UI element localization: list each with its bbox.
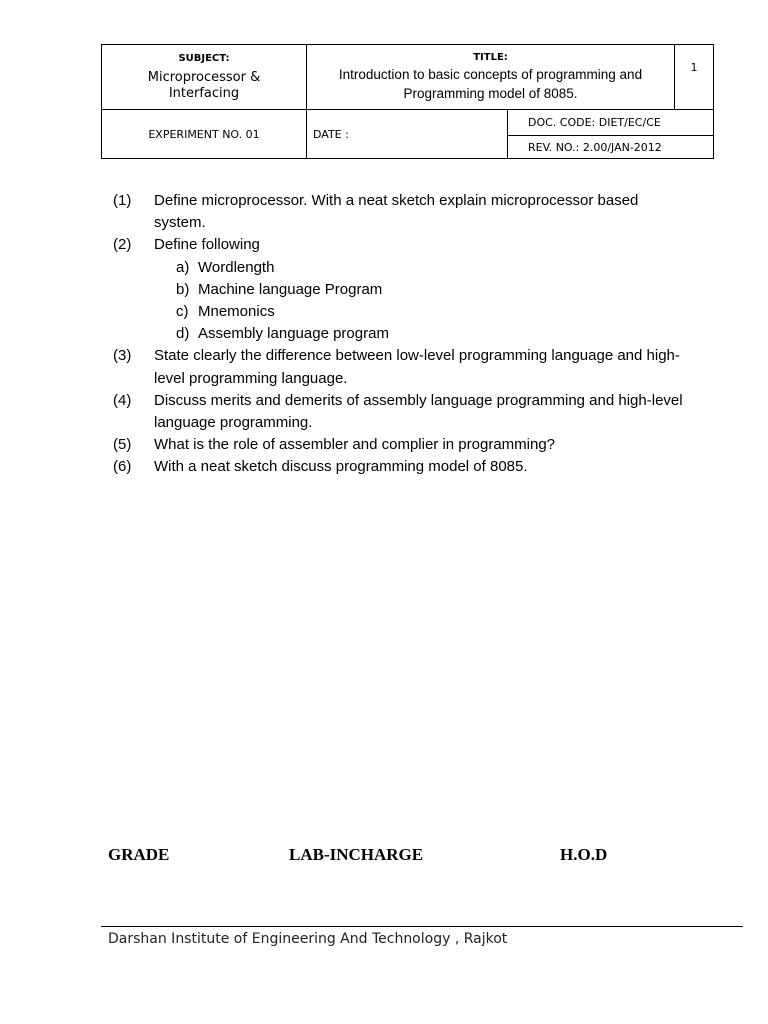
sub-item-letter: c) [176,303,189,321]
question-number: (5) [113,436,132,454]
sub-item [113,279,733,301]
sub-item-letter: d) [176,325,190,343]
question-item [113,345,733,389]
document-meta-table [101,109,714,159]
subject-cell [102,45,307,110]
grade-label: GRADE [108,845,170,864]
question-item [113,456,733,478]
document-header-table [101,44,714,110]
title-label: TITLE: [473,51,508,63]
question-line: language programming. [154,414,313,432]
question-text [154,434,733,456]
sub-item-text: Machine language Program [198,280,383,298]
sub-item-text: Wordlength [198,258,275,276]
question-number: (4) [113,391,132,409]
question-line: With a neat sketch discuss programming model of 8085. [154,458,528,476]
rev-number: REV. NO.: 2.00/JAN-2012 [508,136,714,159]
sub-item [113,257,733,279]
question-line: Define following [154,236,260,254]
sub-item-text: Assembly language program [198,325,389,343]
lab-incharge-label: LAB-INCHARGE [289,845,424,864]
question-item [113,434,733,456]
sub-item [113,323,733,345]
hod-label: H.O.D [560,845,608,864]
question-text [154,234,733,256]
question-line: level programming language. [154,369,348,387]
sub-item [113,301,733,323]
question-line: Define microprocessor. With a neat sketch explain microprocessor based [154,192,639,209]
subject-line2: Interfacing [168,85,240,101]
footer-divider [101,926,743,927]
footer-institute: Darshan Institute of Engineering And Technology , Rajkot [108,931,508,947]
question-text [154,390,733,434]
title-line2: Programming model of 8085. [403,85,578,101]
date-field: DATE : [307,110,508,159]
question-item [113,234,733,256]
question-item [113,190,733,234]
experiment-number: EXPERIMENT NO. 01 [102,110,307,159]
subject-label: SUBJECT: [178,52,230,64]
sub-item-letter: b) [176,280,190,298]
question-line: system. [154,214,206,232]
subject-line1: Microprocessor & [147,69,261,85]
question-text [154,345,733,389]
sub-item-letter: a) [176,258,190,276]
question-line: Discuss merits and demerits of assembly language programming and high-level [154,391,683,409]
question-number: (2) [113,236,132,254]
sub-item-text: Mnemonics [198,303,275,321]
title-cell [307,45,675,110]
question-number: (3) [113,347,132,365]
question-line: State clearly the difference between low-level programming language and high- [154,347,680,365]
question-text [154,456,733,478]
page-number: 1 [690,61,698,74]
doc-code: DOC. CODE: DIET/EC/CE [508,110,714,136]
question-number: (1) [113,192,132,209]
question-line: What is the role of assembler and complier in programming? [154,436,556,454]
question-number: (6) [113,458,132,476]
question-list [113,190,733,479]
question-item [113,390,733,434]
page-number-cell [675,45,714,110]
title-line1: Introduction to basic concepts of programming and [338,66,643,82]
question-text [154,190,733,234]
signature-row [0,845,768,869]
